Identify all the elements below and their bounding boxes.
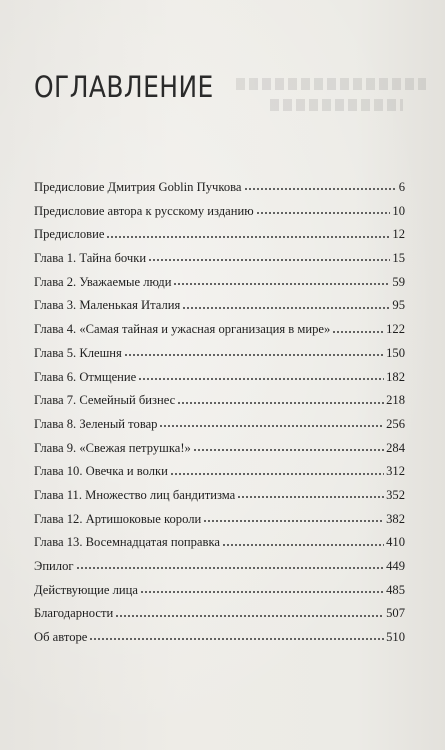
dot-leader <box>173 273 390 286</box>
toc-entry-title: Благодарности <box>34 606 114 621</box>
toc-entry <box>34 555 405 579</box>
dot-leader <box>193 439 384 452</box>
dot-leader <box>148 249 390 262</box>
toc-entry-title: Глава 2. Уважаемые люди <box>34 274 172 289</box>
toc-entry-page-number: 449 <box>386 559 405 573</box>
toc-entry <box>34 413 405 437</box>
toc-entry-page-number: 382 <box>386 511 405 526</box>
dot-leader <box>159 415 384 428</box>
toc-entry <box>34 366 405 390</box>
toc-entry-page-number: 485 <box>386 582 405 597</box>
toc-entry-title: Глава 6. Отмщение <box>34 369 137 384</box>
toc-entry-title: Глава 12. Артишоковые короли <box>34 511 202 526</box>
toc-entry-page-number: 15 <box>392 251 405 266</box>
toc-entry <box>34 484 405 508</box>
toc-entry-title: Действующие лица <box>34 582 138 597</box>
toc-entry <box>34 460 405 484</box>
toc-entry-title: Глава 8. Зеленый товар <box>34 416 158 431</box>
toc-entry <box>34 294 405 318</box>
dot-leader <box>76 557 385 570</box>
toc-entry-title: Глава 10. Овечка и волки <box>34 464 168 479</box>
dot-leader <box>106 226 390 239</box>
table-of-contents <box>34 176 405 650</box>
toc-entry <box>34 200 405 224</box>
dot-leader <box>138 368 384 381</box>
toc-entry <box>34 626 405 650</box>
toc-entry-title: Предисловие Дмитрия Goblin Пучкова <box>34 180 242 194</box>
dot-leader <box>332 321 384 334</box>
toc-entry-page-number: 507 <box>386 606 405 621</box>
toc-entry-title: Глава 11. Множество лиц бандитизма <box>34 487 236 502</box>
toc-entry-page-number: 95 <box>392 298 405 313</box>
toc-entry-title: Глава 5. Клешня <box>34 345 122 360</box>
dot-leader <box>256 202 391 215</box>
toc-entry <box>34 342 405 366</box>
toc-entry-title: Глава 3. Маленькая Италия <box>34 298 181 313</box>
toc-entry-page-number: 182 <box>386 369 405 384</box>
toc-entry-page-number: 284 <box>386 440 405 455</box>
toc-entry-page-number: 312 <box>386 464 405 479</box>
toc-entry-title: Эпилог <box>34 559 74 573</box>
toc-entry-title: Об авторе <box>34 630 88 645</box>
dot-leader <box>203 510 384 523</box>
toc-entry <box>34 437 405 461</box>
toc-entry-page-number: 59 <box>392 274 405 289</box>
show-through-text <box>236 78 426 136</box>
toc-entry-page-number: 150 <box>386 345 405 360</box>
toc-entry <box>34 531 405 555</box>
dot-leader <box>222 534 384 547</box>
dot-leader <box>124 344 384 357</box>
toc-entry <box>34 223 405 247</box>
toc-entry-title: Глава 1. Тайна бочки <box>34 251 147 266</box>
toc-entry-title: Предисловие <box>34 227 105 242</box>
toc-entry <box>34 508 405 532</box>
dot-leader <box>115 605 384 618</box>
toc-entry <box>34 271 405 295</box>
toc-entry-page-number: 510 <box>386 630 405 645</box>
dot-leader <box>140 581 384 594</box>
toc-entry <box>34 318 405 342</box>
dot-leader <box>89 628 384 641</box>
toc-entry-page-number: 352 <box>386 487 405 502</box>
page-title: ОГЛАВЛЕНИЕ <box>34 70 214 104</box>
dot-leader <box>177 392 384 405</box>
toc-entry <box>34 389 405 413</box>
toc-entry-page-number: 10 <box>392 203 405 218</box>
toc-entry <box>34 247 405 271</box>
toc-entry-page-number: 122 <box>386 322 405 337</box>
toc-entry-page-number: 410 <box>386 535 405 550</box>
toc-entry-title: Глава 13. Восемнадцатая поправка <box>34 535 220 550</box>
toc-entry <box>34 602 405 626</box>
dot-leader <box>182 297 390 310</box>
toc-entry-title: Глава 4. «Самая тайная и ужасная организация в мире» <box>34 322 331 337</box>
toc-entry <box>34 579 405 603</box>
dot-leader <box>170 463 384 476</box>
toc-entry-page-number: 218 <box>386 393 405 408</box>
toc-entry-page-number: 12 <box>392 227 405 242</box>
dot-leader <box>237 486 384 499</box>
dot-leader <box>244 178 397 191</box>
toc-entry-title: Предисловие автора к русскому изданию <box>34 203 254 218</box>
toc-entry-page-number: 6 <box>398 180 405 194</box>
toc-entry-title: Глава 9. «Свежая петрушка!» <box>34 440 191 455</box>
toc-entry-title: Глава 7. Семейный бизнес <box>34 393 176 408</box>
toc-entry <box>34 176 405 200</box>
toc-entry-page-number: 256 <box>386 416 405 431</box>
